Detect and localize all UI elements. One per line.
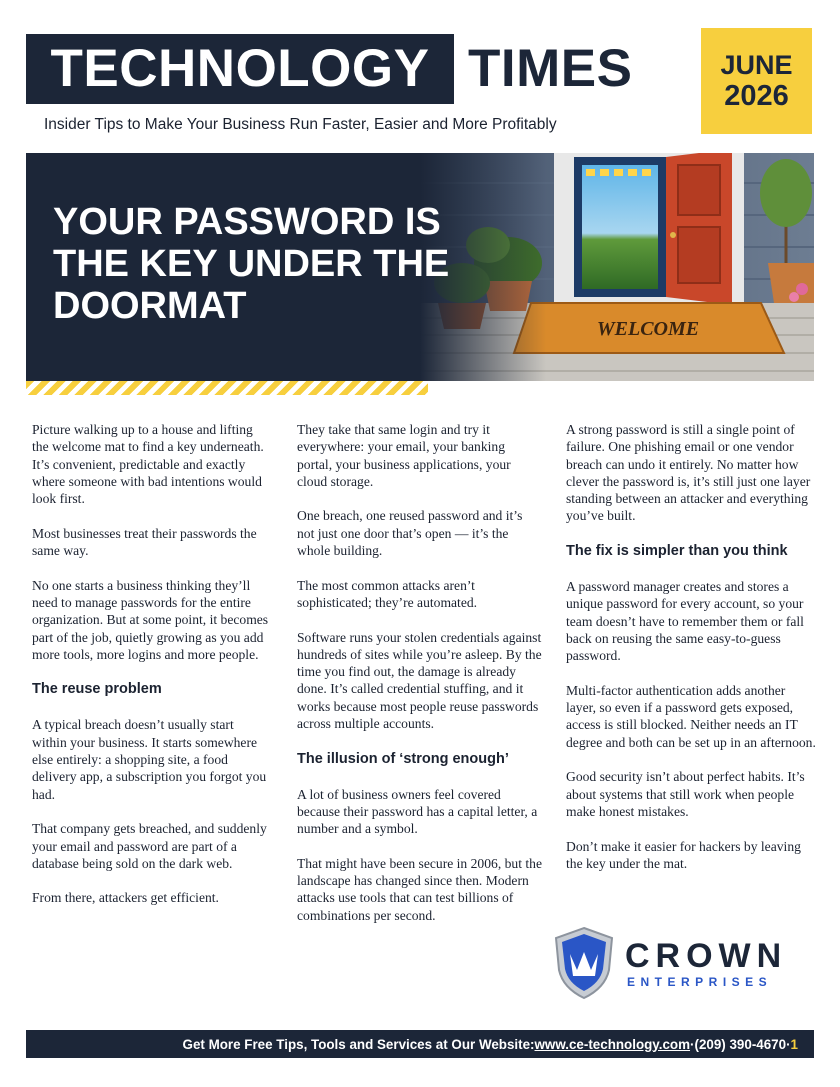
paragraph: A password manager creates and stores a unique password for every account, so your team doesn’t have to remember them or fall back on reusing the same easy-to-guess password.: [566, 579, 804, 664]
masthead-title-technology: TECHNOLOGY: [26, 34, 454, 104]
paragraph: A strong password is still a single point of failure. One phishing email or one vendor breach can undo it entirely. No matter how clever the password is, it’s still just one layer standing between an attacker and everything you’ve built.: [566, 422, 811, 524]
footer-lead-text: Get More Free Tips, Tools and Services at Our Website:: [182, 1036, 535, 1052]
masthead-tagline: Insider Tips to Make Your Business Run Faster, Easier and More Profitably: [44, 116, 557, 133]
paragraph: No one starts a business thinking they’ll need to manage passwords for the entire organization. But at some point, it becomes part of the job, quietly growing as you add more tools, more logins and more people.: [32, 577, 269, 662]
section-heading: The illusion of ‘strong enough’: [297, 750, 509, 767]
footer-separator: ·: [690, 1036, 695, 1052]
footer-phone: (209) 390-4670: [694, 1036, 787, 1052]
masthead-title-times: TIMES: [468, 39, 633, 98]
article-column-3: [566, 421, 816, 889]
issue-year: 2026: [724, 79, 789, 112]
issue-month: JUNE: [720, 49, 793, 80]
website-link[interactable]: www.ce-technology.com: [534, 1036, 691, 1052]
paragraph: A typical breach doesn’t usually start within your business. It starts somewhere else entirely: a shopping site, a food delivery app, a subscription you forgot you had.: [32, 717, 267, 802]
section-heading: The reuse problem: [32, 681, 162, 698]
section-heading: The fix is simpler than you think: [566, 543, 788, 560]
company-logo: [553, 926, 815, 1002]
paragraph: Don’t make it easier for hackers by leaving the key under the mat.: [566, 838, 801, 871]
logo-subtitle: ENTERPRISES: [627, 975, 773, 989]
paragraph: From there, attackers get efficient.: [32, 890, 219, 906]
issue-date-badge: [701, 28, 812, 134]
article-column-1: [32, 421, 270, 924]
paragraph: That might have been secure in 2006, but the landscape has changed since then. Modern attacks use tools that can test billions of combinations per second.: [297, 855, 542, 923]
page-number: 1: [790, 1036, 798, 1052]
paragraph: The most common attacks aren’t sophisticated; they’re automated.: [297, 577, 478, 610]
paragraph: Picture walking up to a house and lifting the welcome mat to find a key underneath. It’s convenient, predictable and exactly where someone with bad intentions would look first.: [32, 422, 264, 507]
hazard-stripe-divider: [26, 381, 428, 395]
crown-shield-icon: [553, 926, 615, 1000]
hero-headline: YOUR PASSWORD IS THE KEY UNDER THE DOORMAT: [53, 201, 450, 327]
paragraph: Software runs your stolen credentials against hundreds of sites while you’re asleep. By the time you find out, the damage is already done. It’s called credential stuffing, and it works because most people reuse passwords across multiple accounts.: [297, 629, 542, 732]
paragraph: A lot of business owners feel covered because their password has a capital letter, a number and a symbol.: [297, 786, 538, 837]
paragraph: They take that same login and try it everywhere: your email, your banking portal, your business applications, your cloud storage.: [297, 422, 511, 489]
paragraph: One breach, one reused password and it’s not just one door that’s open — it’s the whole building.: [297, 508, 523, 559]
paragraph: Multi-factor authentication adds another layer, so even if a password gets exposed, access is still blocked. Neither needs an IT degree and both can be set up in an afternoon.: [566, 682, 816, 750]
paragraph: Good security isn’t about perfect habits. It’s about systems that still work when people make honest mistakes.: [566, 769, 805, 819]
hero-banner: [26, 153, 814, 381]
paragraph: That company gets breached, and suddenly your email and password are part of a database being sold on the dark web.: [32, 821, 267, 871]
paragraph: Most businesses treat their passwords the same way.: [32, 525, 257, 559]
article-column-2: [297, 421, 543, 941]
footer-bar: [26, 1030, 814, 1058]
footer-separator: ·: [786, 1036, 791, 1052]
logo-wordmark: CROWN: [625, 937, 788, 975]
